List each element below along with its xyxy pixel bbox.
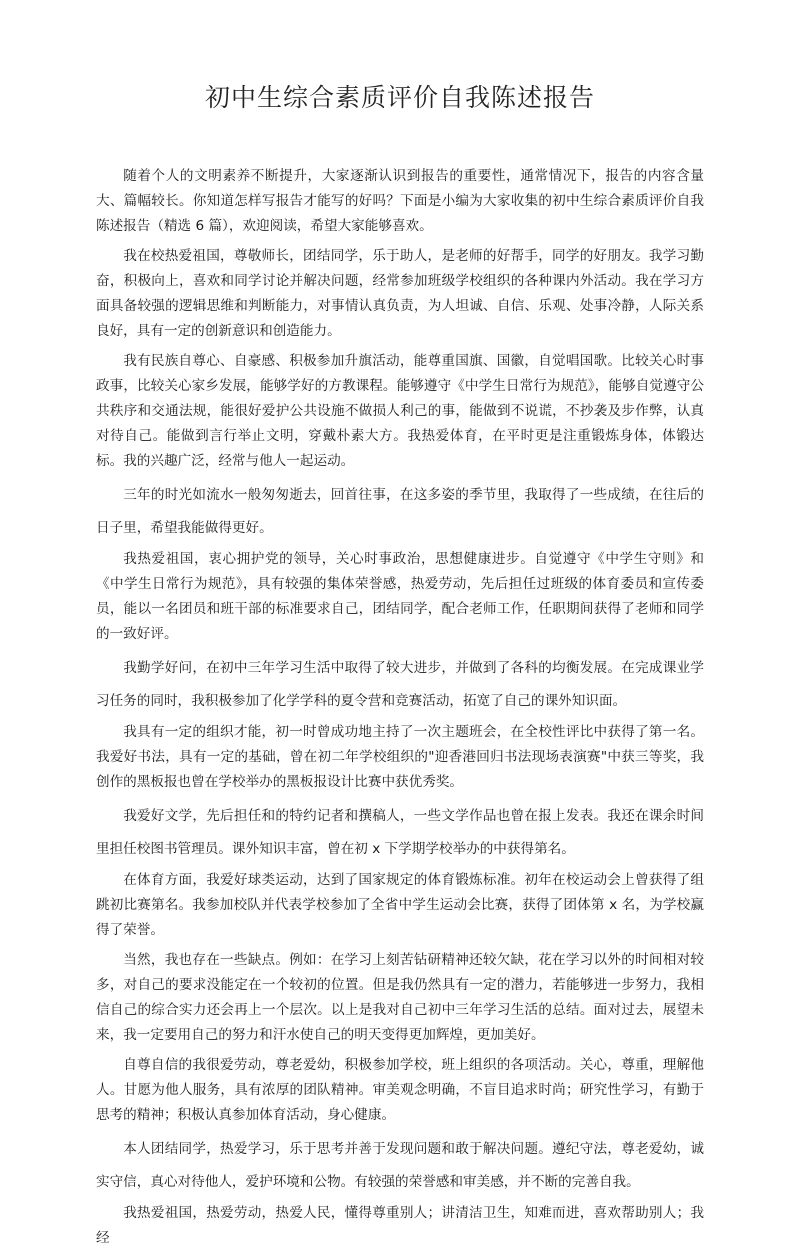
paragraph: 在体育方面，我爱好球类运动，达到了国家规定的体育锻炼标准。初年在校运动会上曾获得了组跳初比赛第名。我参加校队并代表学校参加了全省中学生运动会比赛，获得了团体第 x 名，为学校赢得了荣誉。 <box>96 872 704 938</box>
paragraph: 我热爱祖国，衷心拥护党的领导，关心时事政治，思想健康进步。自觉遵守《中学生守则》和《中学生日常行为规范》，具有较强的集体荣誉感，热爱劳动，先后担任过班级的体育委员和宣传委员，能以一名团员和班干部的标准要求自己，团结同学，配合老师工作，任职期间获得了老师和同学的一致好评。 <box>96 551 704 642</box>
paragraph: 当然，我也存在一些缺点。例如：在学习上刻苦钻研精神还较欠缺，花在学习以外的时间相对较多，对自己的要求没能定在一个较初的位置。但是我仍然具有一定的潜力，若能够进一步努力，我相信自己的综合实力还会再上一个层次。以上是我对自己初中三年学习生活的总结。面对过去，展望未来，我一定要用自己的努力和汗水使自己的明天变得更加辉煌，更加美好。 <box>96 952 704 1043</box>
paragraph: 三年的时光如流水一般匆匆逝去，回首往事，在这多姿的季节里，我取得了一些成绩，在往后的日子里，希望我能做得更好。 <box>96 487 704 536</box>
paragraph: 本人团结同学，热爱学习，乐于思考并善于发现问题和敢于解决问题。遵纪守法，尊老爱幼，诚实守信，真心对待他人，爱护环境和公物。有较强的荣誉感和审美感，并不断的完善自我。 <box>96 1141 704 1190</box>
paragraph-intro: 随着个人的文明素养不断提升，大家逐渐认识到报告的重要性，通常情况下，报告的内容含量大、篇幅较长。你知道怎样写报告才能写的好吗？下面是小编为大家收集的初中生综合素质评价自我陈述报告（精选 6 篇），欢迎阅读，希望大家能够喜欢。 <box>96 168 704 234</box>
paragraph: 自尊自信的我很爱劳动，尊老爱幼，积极参加学校，班上组织的各项活动。关心，尊重，理解他人。甘愿为他人服务，具有浓厚的团队精神。审美观念明确，不盲目追求时尚；研究性学习，有勤于思考的精神；积极认真参加体育活动，身心健康。 <box>96 1057 704 1123</box>
paragraph: 我在校热爱祖国，尊敬师长，团结同学，乐于助人，是老师的好帮手，同学的好朋友。我学习勤奋，积极向上，喜欢和同学讨论并解决问题，经常参加班级学校组织的各种课内外活动。我在学习方面具备较强的逻辑思维和判断能力，对事情认真负责，为人坦诚、自信、乐观、处事冷静，人际关系良好，具有一定的创新意识和创造能力。 <box>96 248 704 339</box>
paragraph: 我热爱祖国，热爱劳动，热爱人民，懂得尊重别人；讲清洁卫生，知难而进，喜欢帮助别人；我经 <box>96 1205 704 1246</box>
document-title: 初中生综合素质评价自我陈述报告 <box>204 83 595 112</box>
paragraph: 我勤学好问，在初中三年学习生活中取得了较大进步，并做到了各科的均衡发展。在完成课业学习任务的同时，我积极参加了化学学科的夏令营和竞赛活动，拓宽了自己的课外知识面。 <box>96 660 704 709</box>
paragraph: 我有民族自尊心、自豪感、积极参加升旗活动，能尊重国旗、国徽，自觉唱国歌。比较关心时事政事，比较关心家乡发展，能够学好的方教课程。能够遵守《中学生日常行为规范》，能够自觉遵守公共秩序和交通法规，能很好爱护公共设施不做损人利己的事，能做到不说谎，不抄袭及步作弊，认真对待自己。能做到言行举止文明，穿戴朴素大方。我热爱体育，在平时更是注重锻炼身体，体锻达标。我的兴趣广泛，经常与他人一起运动。 <box>96 353 704 469</box>
paragraph: 我具有一定的组织才能，初一时曾成功地主持了一次主题班会，在全校性评比中获得了第一名。我爱好书法，具有一定的基础，曾在初二年学校组织的"迎香港回归书法现场表演赛"中获三等奖，我创作的黑板报也曾在学校举办的黑板报设计比赛中获优秀奖。 <box>96 724 704 790</box>
paragraph: 我爱好文学，先后担任和的特约记者和撰稿人，一些文学作品也曾在报上发表。我还在课余时间里担任校图书管理员。课外知识丰富，曾在初 x 下学期学校举办的中获得第名。 <box>96 808 704 857</box>
